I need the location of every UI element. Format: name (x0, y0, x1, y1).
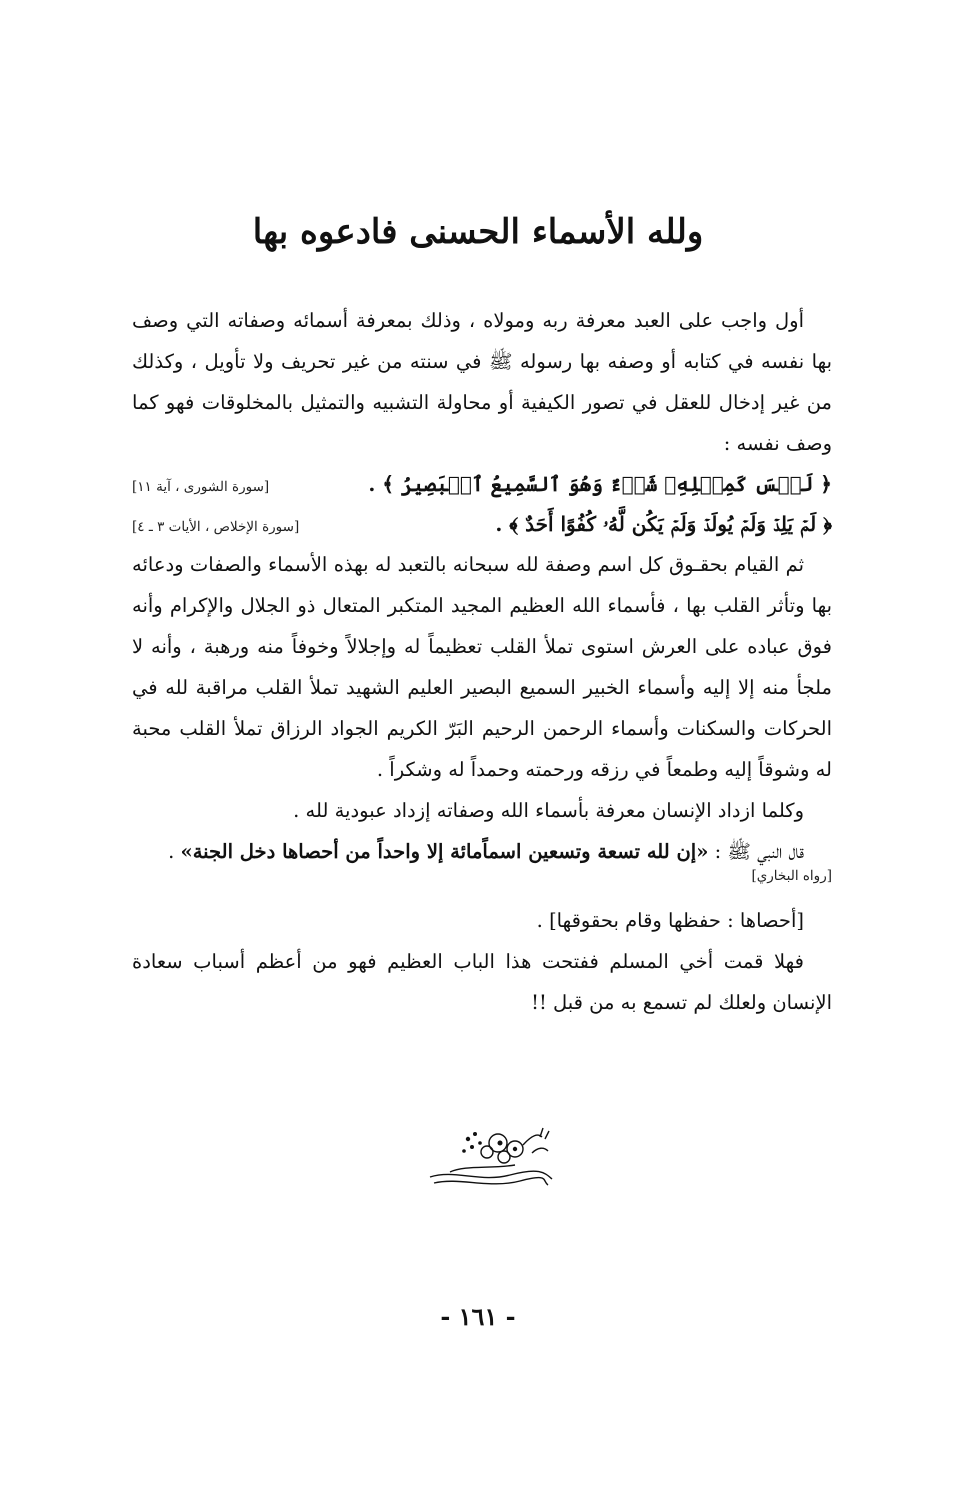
hadith-quote: «إن لله تسعة وتسعين اسماًمائة إلا واحداً من أحصاها دخل الجنة» (180, 840, 709, 863)
explanation-note: [أحصاها : حفظها وقام بحقوقها] . (536, 909, 804, 932)
page-title: ولله الأسماء الحسنى فادعوه بها (252, 212, 704, 252)
quran-verse-1: ﴿ لَيۡسَ كَمِثۡلِهِۦ شَىۡءٌ وَهُوَ ٱلسَّمِيعُ ٱلۡبَصِيرُ ﴾ . (368, 472, 832, 496)
page-number: - ١٦١ - (440, 1302, 516, 1331)
paragraph-knowledge: وكلما ازداد الإنسان معرفة بأسماء الله وصفاته إزداد عبودية لله . (293, 799, 804, 822)
verse-row-2 (132, 504, 832, 544)
paragraph-closing: فهلا قمت أخي المسلم ففتحت هذا الباب العظيم فهو من أعظم أسباب سعادة الإنسان ولعلك لم تسمع به من قبل !! (132, 950, 832, 1014)
verse-reference-2: [سورة الإخلاص ، الأيات ٣ ـ ٤] (132, 519, 300, 535)
paragraph-intro: أول واجب على العبد معرفة ربه ومولاه ، وذلك بمعرفة أسمائه وصفاته التي وصف بها نفسه في كتابه أو وصفه بها رسوله ﷺ في سنته من غير تحريف ولا تأويل ، وكذلك من غير إدخال للعقل في تصور الكيفية أو محاولة التشبيه والتمثيل بالمخلوقات فهو كما وصف نفسه : (132, 309, 832, 455)
hadith-line (132, 831, 832, 872)
body-text (132, 300, 832, 1023)
verse-row-1 (132, 464, 832, 504)
hadith-intro: قال النبي ﷺ : (714, 840, 804, 863)
hadith-source: [رواه البخاري] (751, 868, 832, 884)
hadith-end: . (168, 840, 175, 863)
quran-verse-2: ﴿ لَمۡ يَلِدۡ وَلَمۡ يُولَدۡ وَلَمۡ يَكُن لَّهُۥ كُفُوًا أَحَدٌ ﴾ . (495, 512, 832, 536)
paragraph-names-worship: ثم القيام بحقـوق كل اسم وصفة لله سبحانه بالتعبد له بهذه الأسماء والصفات ودعائه بها وتأثر القلب بها ، فأسماء الله العظيم المجيد المتكبر المتعال ذو الجلال والإكرام وأنه فوق عباده على العرش استوى تملأ القلب تعظيماً له وإجلالاً وخوفاً منه ورهبة ، وأنه لا ملجأ منه إلا إليه وأسماء الخبير السميع البصير العليم الشهيد تملأ القلب مراقبة لله في الحركات والسكنات وأسماء الرحمن الرحيم البَرّ الكريم الجواد الرزاق تملأ القلب محبة له وشوقاً إليه وطمعاً في رزقه ورحمته وحمداً له وشكراً . (132, 553, 832, 781)
verse-reference-1: [سورة الشورى ، آية ١١] (132, 479, 270, 495)
floral-ornament-icon (420, 1125, 560, 1195)
